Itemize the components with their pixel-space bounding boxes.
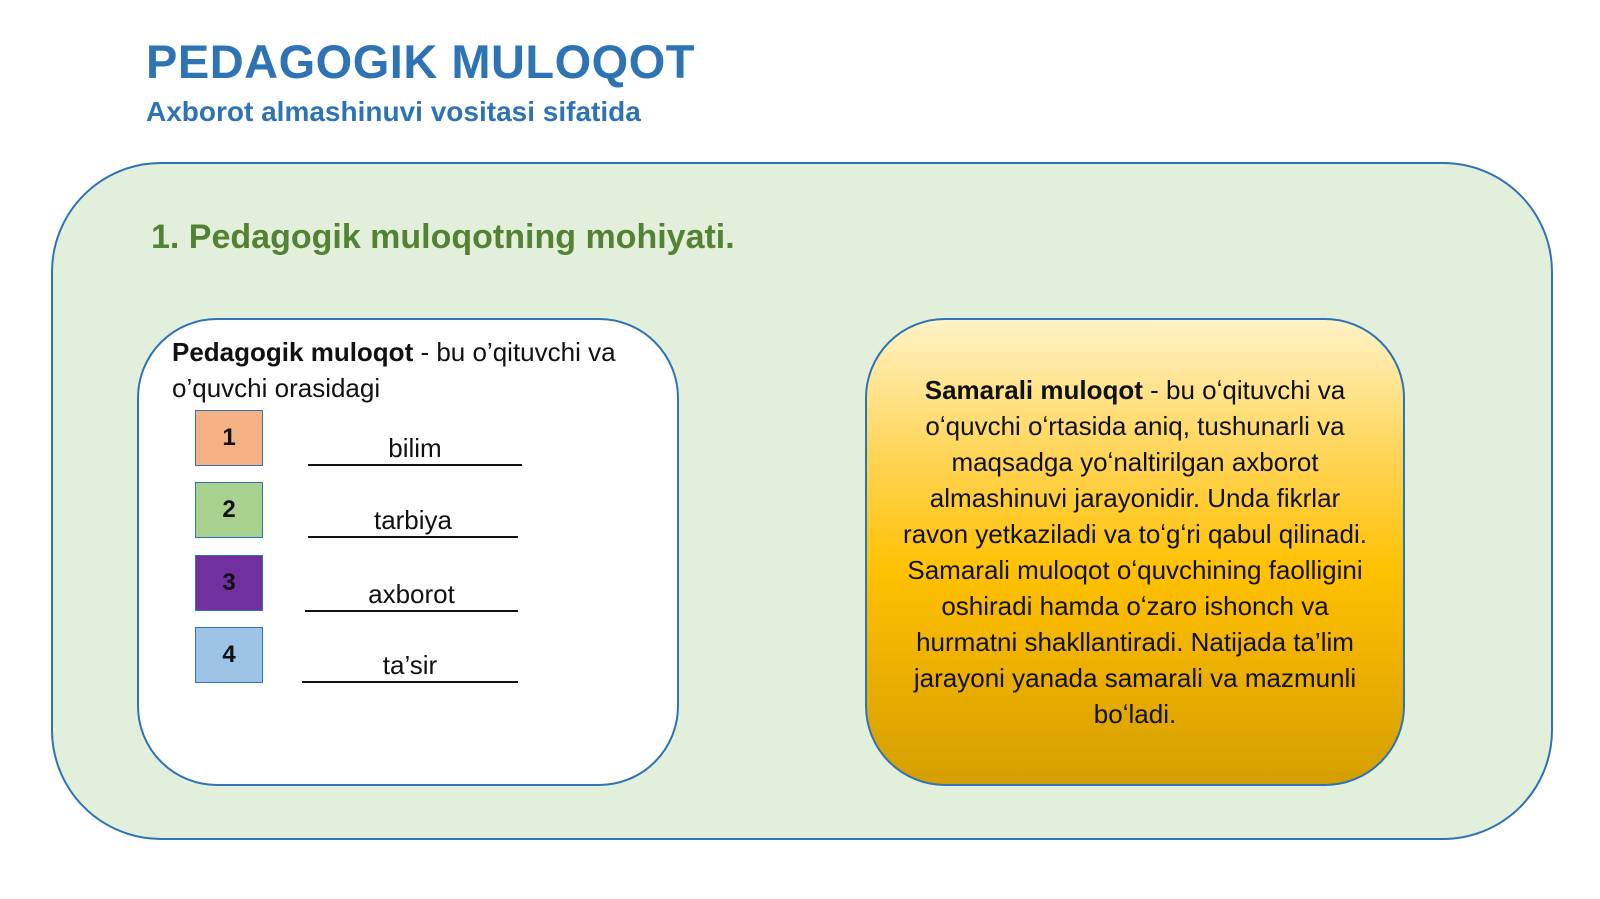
item-number: 1 <box>222 424 236 451</box>
answer-text: ta’sir <box>382 650 438 680</box>
answer-text: axborot <box>368 579 455 609</box>
item-number-box <box>195 555 263 611</box>
effective-communication-term: Samarali muloqot <box>924 375 1143 405</box>
item-number-box <box>195 482 263 538</box>
answer-blank <box>305 578 518 612</box>
item-number-box <box>195 627 263 683</box>
item-number-box <box>195 410 263 466</box>
page-subtitle: Axborot almashinuvi vositasi sifatida <box>146 96 641 127</box>
effective-communication-text <box>895 372 1375 732</box>
answer-blank <box>302 649 518 683</box>
definition-text <box>172 334 652 406</box>
answer-text: tarbiya <box>373 505 453 535</box>
item-number: 3 <box>222 569 236 596</box>
answer-blank <box>308 504 518 538</box>
answer-blank <box>308 432 522 466</box>
item-number: 2 <box>222 496 236 523</box>
definition-term: Pedagogik muloqot <box>172 337 414 367</box>
definition-body: - bu o’qituvchi va o’quvchi orasidagi <box>172 337 616 403</box>
item-number: 4 <box>222 641 236 668</box>
section-heading: 1. Pedagogik muloqotning mohiyati. <box>151 218 735 256</box>
answer-text: bilim <box>388 433 442 463</box>
effective-communication-body: - bu oʻqituvchi va oʻquvchi oʻrtasida aniq, tushunarli va maqsadga yoʻnaltirilgan axborot almashinuvi jarayonidir. Unda fikrlar ravon yetkaziladi va toʻgʻri qabul qilinadi. Samarali muloqot oʻquvchining faolligini oshiradi hamda oʻzaro ishonch va hurmatni shakllantiradi. Natijada ta’lim jarayoni yanada samarali va mazmunli boʻladi. <box>903 375 1367 729</box>
page-title: PEDAGOGIK MULOQOT <box>146 35 695 88</box>
